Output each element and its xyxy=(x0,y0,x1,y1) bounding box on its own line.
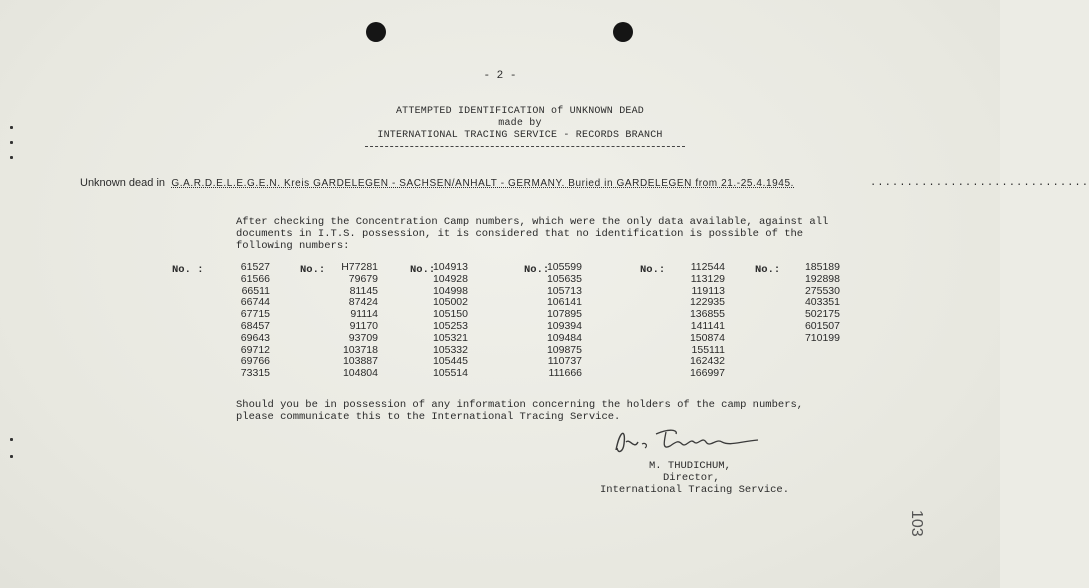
camp-number: 61566 xyxy=(240,272,270,285)
closing-line: please communicate this to the International Tracing Service. xyxy=(236,411,621,423)
unknown-dead-location: G.A.R.D.E.L.E.G.E.N. Kreis GARDELEGEN - SACHSEN/ANHALT - GERMANY. Buried in GARDELEGEN from 21.-25.4.1945. xyxy=(171,178,794,189)
number-label: No.: xyxy=(524,264,550,276)
camp-number: H77281 xyxy=(341,261,378,273)
camp-number: 91170 xyxy=(349,319,378,332)
signatory-organization: International Tracing Service. xyxy=(600,484,790,496)
unknown-dead-line xyxy=(80,177,794,190)
camp-number: 601507 xyxy=(804,319,840,332)
header-rule xyxy=(365,146,685,147)
intro-line: following numbers: xyxy=(236,240,350,252)
camp-number: 103887 xyxy=(342,355,378,368)
camp-number: 141141 xyxy=(690,319,725,332)
camp-number: 104804 xyxy=(342,367,378,380)
number-column-3 xyxy=(408,262,468,380)
unknown-dead-label: Unknown dead in xyxy=(80,177,166,189)
camp-number: 192898 xyxy=(804,272,840,285)
camp-number: 150874 xyxy=(689,331,725,344)
camp-number: 155111 xyxy=(691,343,725,356)
page-number: - 2 - xyxy=(483,70,517,82)
camp-number: 122935 xyxy=(689,296,725,309)
number-label: No.: xyxy=(410,264,436,276)
signatory-name: M. THUDICHUM, xyxy=(649,460,731,472)
camp-number: 105713 xyxy=(546,284,582,297)
camp-number: 73315 xyxy=(240,367,270,380)
camp-number: 112544 xyxy=(690,261,725,273)
issuing-organization: INTERNATIONAL TRACING SERVICE - RECORDS BRANCH xyxy=(377,130,663,141)
camp-number: 105002 xyxy=(432,296,468,309)
camp-number: 105599 xyxy=(546,261,582,273)
closing-line: Should you be in possession of any information concerning the holders of the camp numbers, xyxy=(236,399,804,411)
margin-mark xyxy=(10,156,13,159)
camp-number: 109875 xyxy=(546,343,582,356)
camp-number: 104928 xyxy=(432,272,468,285)
camp-number: 710199 xyxy=(804,331,840,344)
camp-number: 69712 xyxy=(240,343,270,356)
closing-paragraph xyxy=(236,399,876,423)
camp-number: 105150 xyxy=(432,308,468,321)
camp-number: 87424 xyxy=(348,296,378,309)
number-label: No.: xyxy=(755,264,781,276)
camp-number: 81145 xyxy=(349,284,378,297)
camp-number: 104998 xyxy=(432,284,468,297)
document-title: ATTEMPTED IDENTIFICATION of UNKNOWN DEAD xyxy=(395,106,645,117)
camp-number: 79679 xyxy=(348,272,378,285)
camp-number: 185189 xyxy=(804,261,840,273)
margin-mark xyxy=(10,438,13,441)
intro-line: documents in I.T.S. possession, it is considered that no identification is possible of the xyxy=(236,228,804,240)
camp-number: 166997 xyxy=(689,367,725,380)
camp-number: 109484 xyxy=(546,331,582,344)
number-label: No.: xyxy=(300,264,326,276)
camp-number: 162432 xyxy=(689,355,725,368)
camp-number: 66744 xyxy=(240,296,270,309)
camp-number: 91114 xyxy=(350,308,378,321)
camp-number: 69766 xyxy=(240,355,270,368)
camp-number: 93709 xyxy=(348,331,378,344)
punch-hole-left xyxy=(366,22,386,42)
document-subtitle: made by xyxy=(498,118,542,129)
camp-number: 105253 xyxy=(432,319,468,332)
handwritten-signature xyxy=(612,420,762,460)
camp-number: 105514 xyxy=(432,367,468,380)
camp-number: 105332 xyxy=(432,343,468,356)
intro-line: After checking the Concentration Camp numbers, which were the only data available, against all xyxy=(236,216,829,228)
number-label: No. : xyxy=(172,264,204,276)
camp-number: 68457 xyxy=(240,319,270,332)
margin-mark xyxy=(10,455,13,458)
camp-number: 103718 xyxy=(342,343,378,356)
camp-number: 105635 xyxy=(546,272,582,285)
camp-number: 104913 xyxy=(432,261,468,273)
number-column-2 xyxy=(318,262,378,380)
punch-hole-right xyxy=(613,22,633,42)
camp-number: 110737 xyxy=(547,355,582,368)
number-column-5 xyxy=(665,262,725,380)
number-column-6 xyxy=(780,262,840,345)
camp-number: 107895 xyxy=(546,308,582,321)
camp-number: 106141 xyxy=(546,296,582,309)
page-stamp-number: 103 xyxy=(908,510,925,537)
camp-number: 403351 xyxy=(804,296,840,309)
camp-number: 113129 xyxy=(690,272,725,285)
signatory-title: Director, xyxy=(663,472,720,484)
number-label: No.: xyxy=(640,264,666,276)
camp-number: 66511 xyxy=(241,284,270,297)
camp-number: 111666 xyxy=(548,367,582,380)
camp-number: 119113 xyxy=(691,284,725,297)
camp-number: 105445 xyxy=(432,355,468,368)
camp-number: 275530 xyxy=(804,284,840,297)
margin-mark xyxy=(10,141,13,144)
number-column-1 xyxy=(210,262,270,380)
number-column-4 xyxy=(522,262,582,380)
camp-number: 109394 xyxy=(546,319,582,332)
camp-number: 61527 xyxy=(240,261,270,273)
camp-number: 136855 xyxy=(689,308,725,321)
camp-number: 69643 xyxy=(240,331,270,344)
camp-number: 67715 xyxy=(240,308,270,321)
camp-number: 105321 xyxy=(432,331,468,344)
dotted-leader: .............................. xyxy=(870,177,1089,189)
camp-number: 502175 xyxy=(804,308,840,321)
intro-paragraph xyxy=(236,216,876,252)
